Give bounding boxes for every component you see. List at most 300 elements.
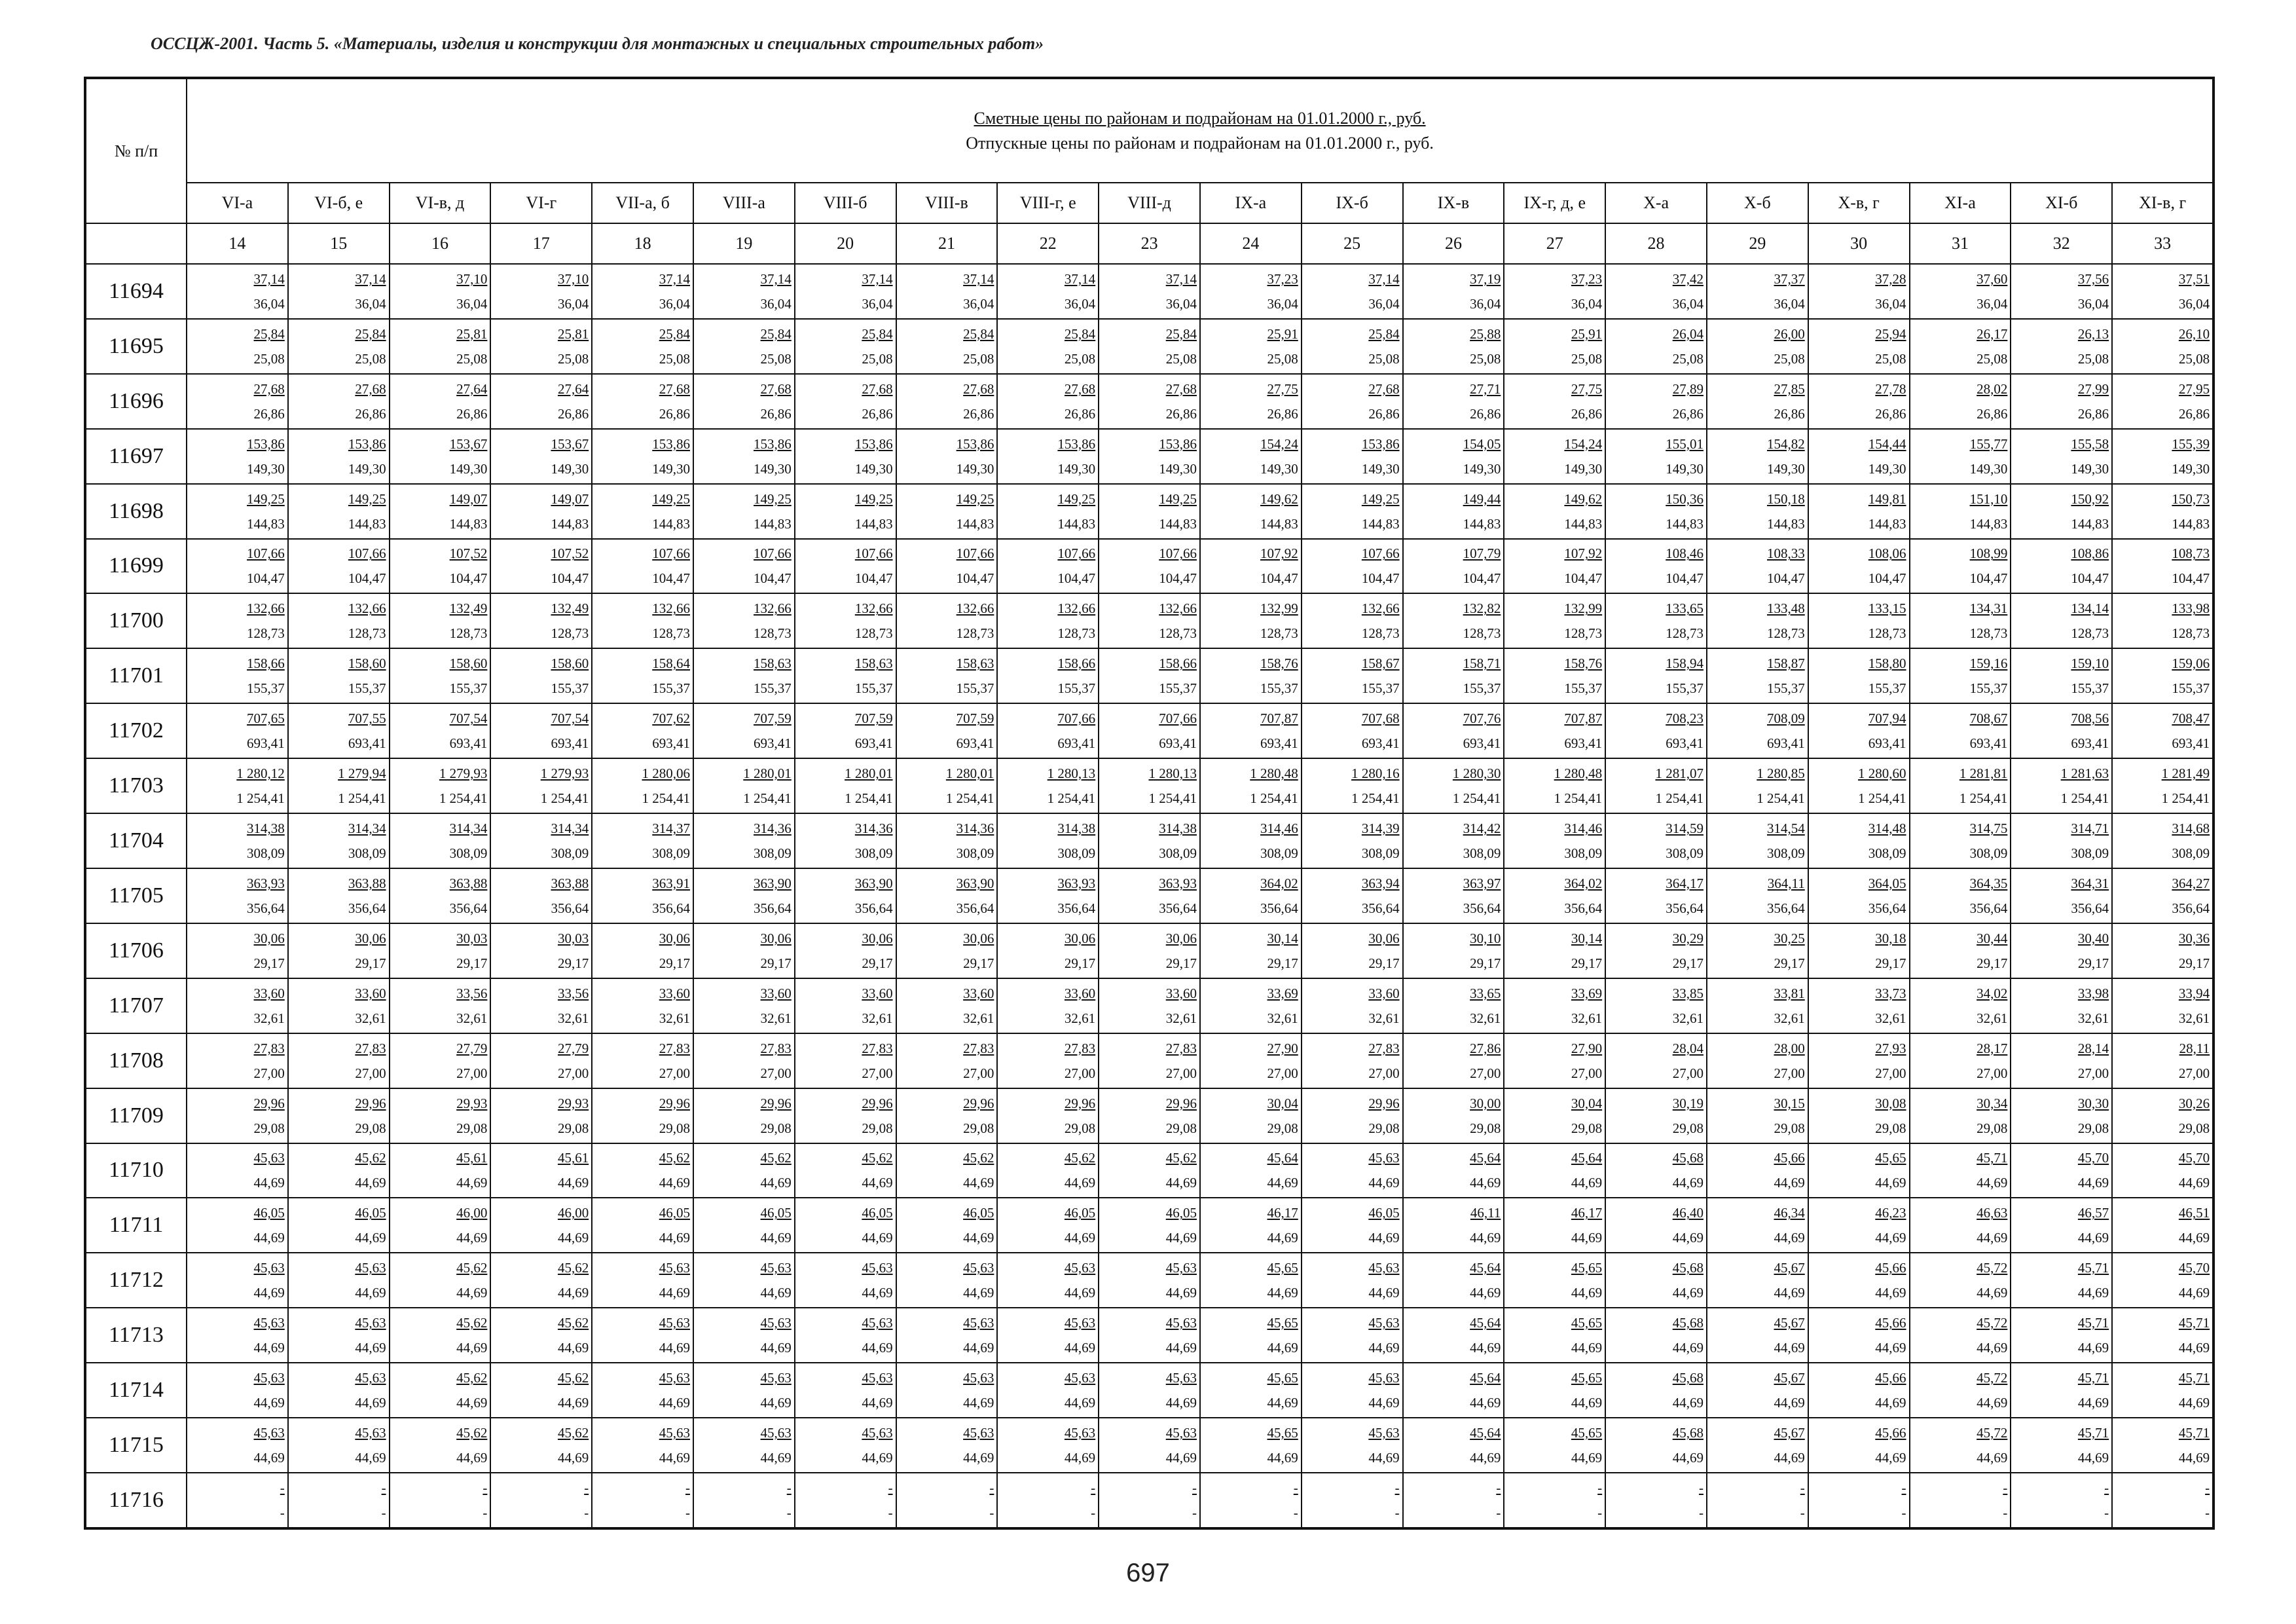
release-price: 104,47 bbox=[2172, 570, 2210, 587]
price-cell bbox=[1403, 923, 1504, 978]
region-header: VIII-а bbox=[693, 183, 795, 223]
estimate-price: 45,63 bbox=[963, 1370, 994, 1386]
price-cell bbox=[2112, 813, 2214, 868]
region-header: VIII-в bbox=[896, 183, 998, 223]
price-cell bbox=[1808, 1418, 1910, 1473]
estimate-price: 37,28 bbox=[1875, 270, 1906, 287]
price-cell bbox=[288, 539, 390, 594]
release-price: 25,08 bbox=[1165, 350, 1197, 367]
price-cell bbox=[390, 1418, 491, 1473]
estimate-price: 27,64 bbox=[456, 380, 488, 397]
release-price: 25,08 bbox=[963, 350, 994, 367]
release-price: 29,08 bbox=[253, 1120, 285, 1136]
release-price: 44,69 bbox=[862, 1175, 893, 1191]
price-cell bbox=[1808, 319, 1910, 374]
estimate-price: 1 280,12 bbox=[236, 766, 285, 782]
price-cell bbox=[1302, 264, 1403, 319]
release-price: 149,30 bbox=[1361, 460, 1400, 477]
price-cell bbox=[490, 648, 592, 703]
estimate-price: 45,62 bbox=[456, 1424, 488, 1441]
release-price: 29,17 bbox=[355, 955, 386, 971]
table-row bbox=[85, 319, 2214, 374]
price-cell bbox=[1200, 1253, 1302, 1308]
price-cell bbox=[1910, 484, 2011, 539]
estimate-price: 363,94 bbox=[1361, 875, 1400, 891]
release-price: 44,69 bbox=[1774, 1340, 1805, 1356]
estimate-price: 33,81 bbox=[1774, 985, 1805, 1001]
release-price: 26,86 bbox=[253, 405, 285, 422]
price-cell bbox=[1707, 813, 1808, 868]
estimate-price: 314,68 bbox=[2172, 821, 2210, 837]
estimate-price: 30,34 bbox=[1977, 1095, 2008, 1111]
release-price: 128,73 bbox=[1463, 625, 1501, 642]
price-cell bbox=[795, 264, 896, 319]
estimate-price: 33,56 bbox=[456, 985, 488, 1001]
price-cell bbox=[693, 1088, 795, 1143]
estimate-price: 45,70 bbox=[2178, 1150, 2210, 1166]
price-cell bbox=[2011, 429, 2112, 484]
release-price: 32,61 bbox=[1571, 1010, 1603, 1026]
release-price: 44,69 bbox=[1571, 1395, 1603, 1411]
release-price: 144,83 bbox=[652, 515, 690, 532]
release-price: 44,69 bbox=[253, 1395, 285, 1411]
release-price: 32,61 bbox=[355, 1010, 386, 1026]
estimate-price: 25,94 bbox=[1875, 325, 1906, 342]
estimate-price: 108,33 bbox=[1767, 545, 1805, 562]
estimate-price: 46,34 bbox=[1774, 1205, 1805, 1221]
price-cell bbox=[1302, 923, 1403, 978]
price-cell bbox=[693, 1198, 795, 1253]
price-cell bbox=[1808, 1033, 1910, 1088]
estimate-price: 30,40 bbox=[2077, 930, 2109, 946]
estimate-price: 158,60 bbox=[449, 655, 488, 672]
estimate-price: 707,76 bbox=[1463, 710, 1501, 727]
estimate-price: 45,71 bbox=[2077, 1370, 2109, 1386]
row-number: 11700 bbox=[85, 593, 187, 648]
release-price: 104,47 bbox=[1260, 570, 1298, 587]
price-cell bbox=[288, 1033, 390, 1088]
price-cell bbox=[1403, 593, 1504, 648]
estimate-price: 364,27 bbox=[2172, 875, 2210, 891]
price-cell bbox=[1403, 703, 1504, 758]
estimate-price: 363,90 bbox=[854, 875, 893, 891]
estimate-price: 45,63 bbox=[760, 1260, 792, 1276]
price-cell bbox=[896, 593, 998, 648]
estimate-price: 45,65 bbox=[1571, 1260, 1603, 1276]
estimate-price: - bbox=[1800, 1479, 1805, 1496]
release-price: 44,69 bbox=[1571, 1175, 1603, 1191]
price-cell bbox=[1200, 1308, 1302, 1363]
estimate-price: 45,72 bbox=[1977, 1315, 2008, 1331]
price-cell bbox=[390, 1198, 491, 1253]
price-cell bbox=[896, 648, 998, 703]
price-cell bbox=[592, 1088, 693, 1143]
header-row-regions bbox=[85, 183, 2214, 223]
release-price: 44,69 bbox=[862, 1395, 893, 1411]
estimate-price: 37,60 bbox=[1977, 270, 2008, 287]
estimate-price: 314,46 bbox=[1260, 821, 1298, 837]
release-price: 308,09 bbox=[449, 845, 488, 862]
price-cell bbox=[997, 593, 1099, 648]
price-cell bbox=[187, 1033, 288, 1088]
price-cell bbox=[1099, 319, 1200, 374]
release-price: - bbox=[786, 1504, 792, 1521]
price-cell bbox=[1910, 648, 2011, 703]
release-price: 693,41 bbox=[1057, 735, 1096, 752]
release-price: 36,04 bbox=[355, 295, 386, 312]
estimate-price: 30,19 bbox=[1672, 1095, 1704, 1111]
estimate-price: 364,05 bbox=[1868, 875, 1906, 891]
price-cell bbox=[490, 374, 592, 429]
price-cell bbox=[288, 1143, 390, 1198]
release-price: 25,08 bbox=[456, 350, 488, 367]
estimate-price: 45,64 bbox=[1470, 1260, 1501, 1276]
price-cell bbox=[693, 264, 795, 319]
estimate-price: 27,83 bbox=[1165, 1040, 1197, 1056]
release-price: 27,00 bbox=[760, 1065, 792, 1081]
release-price: 356,64 bbox=[1159, 900, 1197, 916]
estimate-price: 46,05 bbox=[1165, 1205, 1197, 1221]
price-cell bbox=[1302, 319, 1403, 374]
price-cell bbox=[1099, 1143, 1200, 1198]
estimate-price: 363,90 bbox=[754, 875, 792, 891]
estimate-price: 45,63 bbox=[253, 1424, 285, 1441]
release-price: 356,64 bbox=[348, 900, 386, 916]
price-cell bbox=[2011, 374, 2112, 429]
release-price: 44,69 bbox=[760, 1230, 792, 1246]
price-cell bbox=[1808, 703, 1910, 758]
price-cell bbox=[997, 429, 1099, 484]
price-cell bbox=[1808, 648, 1910, 703]
price-cell bbox=[1910, 593, 2011, 648]
release-price: - bbox=[2003, 1504, 2008, 1521]
price-cell bbox=[592, 923, 693, 978]
release-price: 29,17 bbox=[2077, 955, 2109, 971]
release-price: 1 254,41 bbox=[1554, 790, 1603, 807]
price-cell bbox=[1808, 1473, 1910, 1528]
estimate-price: 46,57 bbox=[2077, 1205, 2109, 1221]
release-price: 104,47 bbox=[1159, 570, 1197, 587]
price-cell bbox=[1099, 1418, 1200, 1473]
price-cell bbox=[2011, 484, 2112, 539]
price-cell bbox=[187, 429, 288, 484]
price-cell bbox=[693, 319, 795, 374]
price-cell bbox=[1808, 1308, 1910, 1363]
price-cell bbox=[2011, 1033, 2112, 1088]
estimate-price: 1 279,93 bbox=[439, 766, 488, 782]
release-price: 44,69 bbox=[963, 1285, 994, 1301]
release-price: - bbox=[2104, 1504, 2109, 1521]
estimate-price: 108,99 bbox=[1969, 545, 2008, 562]
release-price: 44,69 bbox=[355, 1340, 386, 1356]
release-price: 693,41 bbox=[2172, 735, 2210, 752]
estimate-price: 708,47 bbox=[2172, 710, 2210, 727]
estimate-price: - bbox=[1394, 1479, 1400, 1496]
estimate-price: 1 279,94 bbox=[338, 766, 386, 782]
price-cell bbox=[1200, 648, 1302, 703]
price-cell bbox=[1504, 264, 1605, 319]
estimate-price: 107,66 bbox=[854, 545, 893, 562]
estimate-price: 155,77 bbox=[1969, 435, 2008, 452]
price-cell bbox=[288, 1198, 390, 1253]
column-number: 30 bbox=[1808, 223, 1910, 264]
price-cell bbox=[187, 264, 288, 319]
estimate-price: 107,66 bbox=[652, 545, 690, 562]
release-price: 27,00 bbox=[456, 1065, 488, 1081]
price-cell bbox=[1403, 264, 1504, 319]
estimate-price: 27,79 bbox=[456, 1040, 488, 1056]
release-price: 44,69 bbox=[1774, 1230, 1805, 1246]
price-cell bbox=[1707, 758, 1808, 813]
price-cell bbox=[288, 758, 390, 813]
release-price: 149,30 bbox=[449, 460, 488, 477]
table-row bbox=[85, 1198, 2214, 1253]
table-row bbox=[85, 978, 2214, 1033]
release-price: 32,61 bbox=[1267, 1010, 1298, 1026]
release-price: 104,47 bbox=[652, 570, 690, 587]
release-price: 44,69 bbox=[1470, 1230, 1501, 1246]
table-row bbox=[85, 1308, 2214, 1363]
price-cell bbox=[390, 923, 491, 978]
release-price: 44,69 bbox=[2178, 1230, 2210, 1246]
release-price: 104,47 bbox=[956, 570, 994, 587]
estimate-price: 29,93 bbox=[557, 1095, 589, 1111]
estimate-price: 37,51 bbox=[2178, 270, 2210, 287]
row-number: 11703 bbox=[85, 758, 187, 813]
price-cell bbox=[1403, 1033, 1504, 1088]
estimate-price: 314,48 bbox=[1868, 821, 1906, 837]
estimate-price: 45,62 bbox=[557, 1315, 589, 1331]
release-price: 1 254,41 bbox=[1959, 790, 2008, 807]
release-price: 44,69 bbox=[1571, 1449, 1603, 1466]
price-cell bbox=[187, 1363, 288, 1418]
document-header: ОССЦЖ-2001. Часть 5. «Материалы, изделия и конструкции для монтажных и специальных строительных работ» bbox=[151, 34, 1044, 53]
estimate-price: 132,49 bbox=[449, 600, 488, 617]
price-cell bbox=[693, 978, 795, 1033]
price-cell bbox=[2011, 539, 2112, 594]
price-cell bbox=[795, 1418, 896, 1473]
price-cell bbox=[2112, 593, 2214, 648]
release-price: 26,86 bbox=[1470, 405, 1501, 422]
price-cell bbox=[490, 868, 592, 923]
release-price: - bbox=[280, 1504, 285, 1521]
release-price: 144,83 bbox=[348, 515, 386, 532]
release-price: 44,69 bbox=[1875, 1285, 1906, 1301]
estimate-price: 1 280,01 bbox=[945, 766, 994, 782]
price-cell bbox=[1910, 374, 2011, 429]
price-cell bbox=[1302, 648, 1403, 703]
estimate-price: 45,63 bbox=[1165, 1370, 1197, 1386]
estimate-price: 37,56 bbox=[2077, 270, 2109, 287]
price-cell bbox=[187, 539, 288, 594]
release-price: 308,09 bbox=[2172, 845, 2210, 862]
release-price: 29,08 bbox=[355, 1120, 386, 1136]
estimate-price: 707,68 bbox=[1361, 710, 1400, 727]
release-price: - bbox=[584, 1504, 589, 1521]
estimate-price: 363,93 bbox=[1057, 875, 1096, 891]
release-price: 44,69 bbox=[1368, 1449, 1400, 1466]
release-price: 44,69 bbox=[1267, 1340, 1298, 1356]
estimate-price: 33,60 bbox=[253, 985, 285, 1001]
release-price: 128,73 bbox=[449, 625, 488, 642]
release-price: 25,08 bbox=[1064, 350, 1096, 367]
price-cell bbox=[390, 1473, 491, 1528]
release-price: 104,47 bbox=[551, 570, 589, 587]
estimate-price: 364,02 bbox=[1260, 875, 1298, 891]
release-price: 29,17 bbox=[659, 955, 690, 971]
release-price: 44,69 bbox=[456, 1449, 488, 1466]
price-cell bbox=[2112, 648, 2214, 703]
price-cell bbox=[2112, 1363, 2214, 1418]
estimate-price: 27,71 bbox=[1470, 380, 1501, 397]
row-number: 11698 bbox=[85, 484, 187, 539]
price-cell bbox=[997, 264, 1099, 319]
release-price: 25,08 bbox=[1267, 350, 1298, 367]
estimate-price: 153,86 bbox=[1361, 435, 1400, 452]
price-cell bbox=[1099, 758, 1200, 813]
release-price: 25,08 bbox=[557, 350, 589, 367]
estimate-price: 159,10 bbox=[2071, 655, 2109, 672]
estimate-price: 33,65 bbox=[1470, 985, 1501, 1001]
price-cell bbox=[1605, 1363, 1707, 1418]
estimate-price: 27,68 bbox=[760, 380, 792, 397]
estimate-price-title: Сметные цены по районам и подрайонам на 01.01.2000 г., руб. bbox=[974, 108, 1426, 128]
estimate-price: 45,63 bbox=[963, 1424, 994, 1441]
estimate-price: 364,35 bbox=[1969, 875, 2008, 891]
release-price: 104,47 bbox=[1463, 570, 1501, 587]
price-cell bbox=[490, 264, 592, 319]
price-cell bbox=[390, 1308, 491, 1363]
column-number: 33 bbox=[2112, 223, 2214, 264]
price-cell bbox=[795, 374, 896, 429]
price-cell bbox=[390, 1088, 491, 1143]
price-cell bbox=[693, 1253, 795, 1308]
price-cell bbox=[997, 813, 1099, 868]
release-price: 29,17 bbox=[253, 955, 285, 971]
price-cell bbox=[896, 539, 998, 594]
row-number: 11706 bbox=[85, 923, 187, 978]
release-price: 356,64 bbox=[247, 900, 285, 916]
price-cell bbox=[1302, 758, 1403, 813]
estimate-price: 363,88 bbox=[449, 875, 488, 891]
price-cell bbox=[896, 868, 998, 923]
release-price: 29,17 bbox=[1368, 955, 1400, 971]
release-price: 144,83 bbox=[1260, 515, 1298, 532]
release-price: 128,73 bbox=[247, 625, 285, 642]
price-cell bbox=[490, 1088, 592, 1143]
region-header: IX-в bbox=[1403, 183, 1504, 223]
estimate-price: 37,10 bbox=[456, 270, 488, 287]
release-price: 144,83 bbox=[1159, 515, 1197, 532]
price-cell bbox=[1504, 978, 1605, 1033]
estimate-price: 45,65 bbox=[1571, 1315, 1603, 1331]
estimate-price: 154,05 bbox=[1463, 435, 1501, 452]
release-price: 44,69 bbox=[1977, 1340, 2008, 1356]
price-cell bbox=[592, 703, 693, 758]
price-cell bbox=[1910, 429, 2011, 484]
estimate-price: 1 279,93 bbox=[540, 766, 589, 782]
release-price: 144,83 bbox=[449, 515, 488, 532]
release-price: 29,08 bbox=[1672, 1120, 1704, 1136]
estimate-price: 45,68 bbox=[1672, 1260, 1704, 1276]
price-cell bbox=[693, 1418, 795, 1473]
estimate-price: 30,06 bbox=[355, 930, 386, 946]
price-cell bbox=[693, 484, 795, 539]
release-price: 29,08 bbox=[1267, 1120, 1298, 1136]
estimate-price: - bbox=[786, 1479, 792, 1496]
estimate-price: 30,06 bbox=[1064, 930, 1096, 946]
price-cell bbox=[490, 484, 592, 539]
column-number: 24 bbox=[1200, 223, 1302, 264]
release-price: 32,61 bbox=[1875, 1010, 1906, 1026]
release-price: 29,08 bbox=[1571, 1120, 1603, 1136]
estimate-price: 45,64 bbox=[1470, 1370, 1501, 1386]
release-price: 1 254,41 bbox=[1351, 790, 1400, 807]
estimate-price: 314,34 bbox=[449, 821, 488, 837]
price-cell bbox=[1302, 1143, 1403, 1198]
release-price: 29,17 bbox=[1470, 955, 1501, 971]
release-price: 155,37 bbox=[1463, 680, 1501, 697]
estimate-price: 314,36 bbox=[854, 821, 893, 837]
price-cell bbox=[2112, 758, 2214, 813]
price-cell bbox=[1099, 703, 1200, 758]
estimate-price: 108,46 bbox=[1666, 545, 1704, 562]
estimate-price: 155,01 bbox=[1666, 435, 1704, 452]
price-cell bbox=[592, 868, 693, 923]
estimate-price: 46,05 bbox=[1064, 1205, 1096, 1221]
release-price: 27,00 bbox=[1368, 1065, 1400, 1081]
release-price: 29,08 bbox=[659, 1120, 690, 1136]
price-cell bbox=[2011, 1308, 2112, 1363]
estimate-price: 363,91 bbox=[652, 875, 690, 891]
release-price: 356,64 bbox=[1260, 900, 1298, 916]
estimate-price: 45,61 bbox=[456, 1150, 488, 1166]
column-number: 29 bbox=[1707, 223, 1808, 264]
estimate-price: 149,25 bbox=[754, 490, 792, 507]
estimate-price: 25,91 bbox=[1267, 325, 1298, 342]
release-price: 25,08 bbox=[659, 350, 690, 367]
price-cell bbox=[795, 813, 896, 868]
price-cell bbox=[1099, 868, 1200, 923]
release-price: 29,08 bbox=[557, 1120, 589, 1136]
table-row bbox=[85, 1088, 2214, 1143]
price-cell bbox=[1504, 923, 1605, 978]
estimate-price: 707,55 bbox=[348, 710, 386, 727]
price-cell bbox=[490, 758, 592, 813]
estimate-price: 45,72 bbox=[1977, 1370, 2008, 1386]
release-price: 155,37 bbox=[1969, 680, 2008, 697]
estimate-price: 45,62 bbox=[456, 1370, 488, 1386]
price-cell bbox=[1099, 978, 1200, 1033]
release-price: 29,17 bbox=[1165, 955, 1197, 971]
release-price: 308,09 bbox=[1463, 845, 1501, 862]
estimate-price: 30,04 bbox=[1267, 1095, 1298, 1111]
table-row bbox=[85, 868, 2214, 923]
estimate-price: - bbox=[888, 1479, 893, 1496]
estimate-price: 158,76 bbox=[1564, 655, 1603, 672]
price-cell bbox=[1200, 484, 1302, 539]
release-price: 25,08 bbox=[1368, 350, 1400, 367]
release-price: 128,73 bbox=[551, 625, 589, 642]
estimate-price: 46,00 bbox=[557, 1205, 589, 1221]
release-price: 44,69 bbox=[1470, 1285, 1501, 1301]
release-price: 29,17 bbox=[1774, 955, 1805, 971]
price-cell bbox=[1910, 868, 2011, 923]
estimate-price: - bbox=[1597, 1479, 1603, 1496]
release-price: 44,69 bbox=[1672, 1230, 1704, 1246]
price-cell bbox=[1808, 1253, 1910, 1308]
release-price: 44,69 bbox=[1470, 1175, 1501, 1191]
